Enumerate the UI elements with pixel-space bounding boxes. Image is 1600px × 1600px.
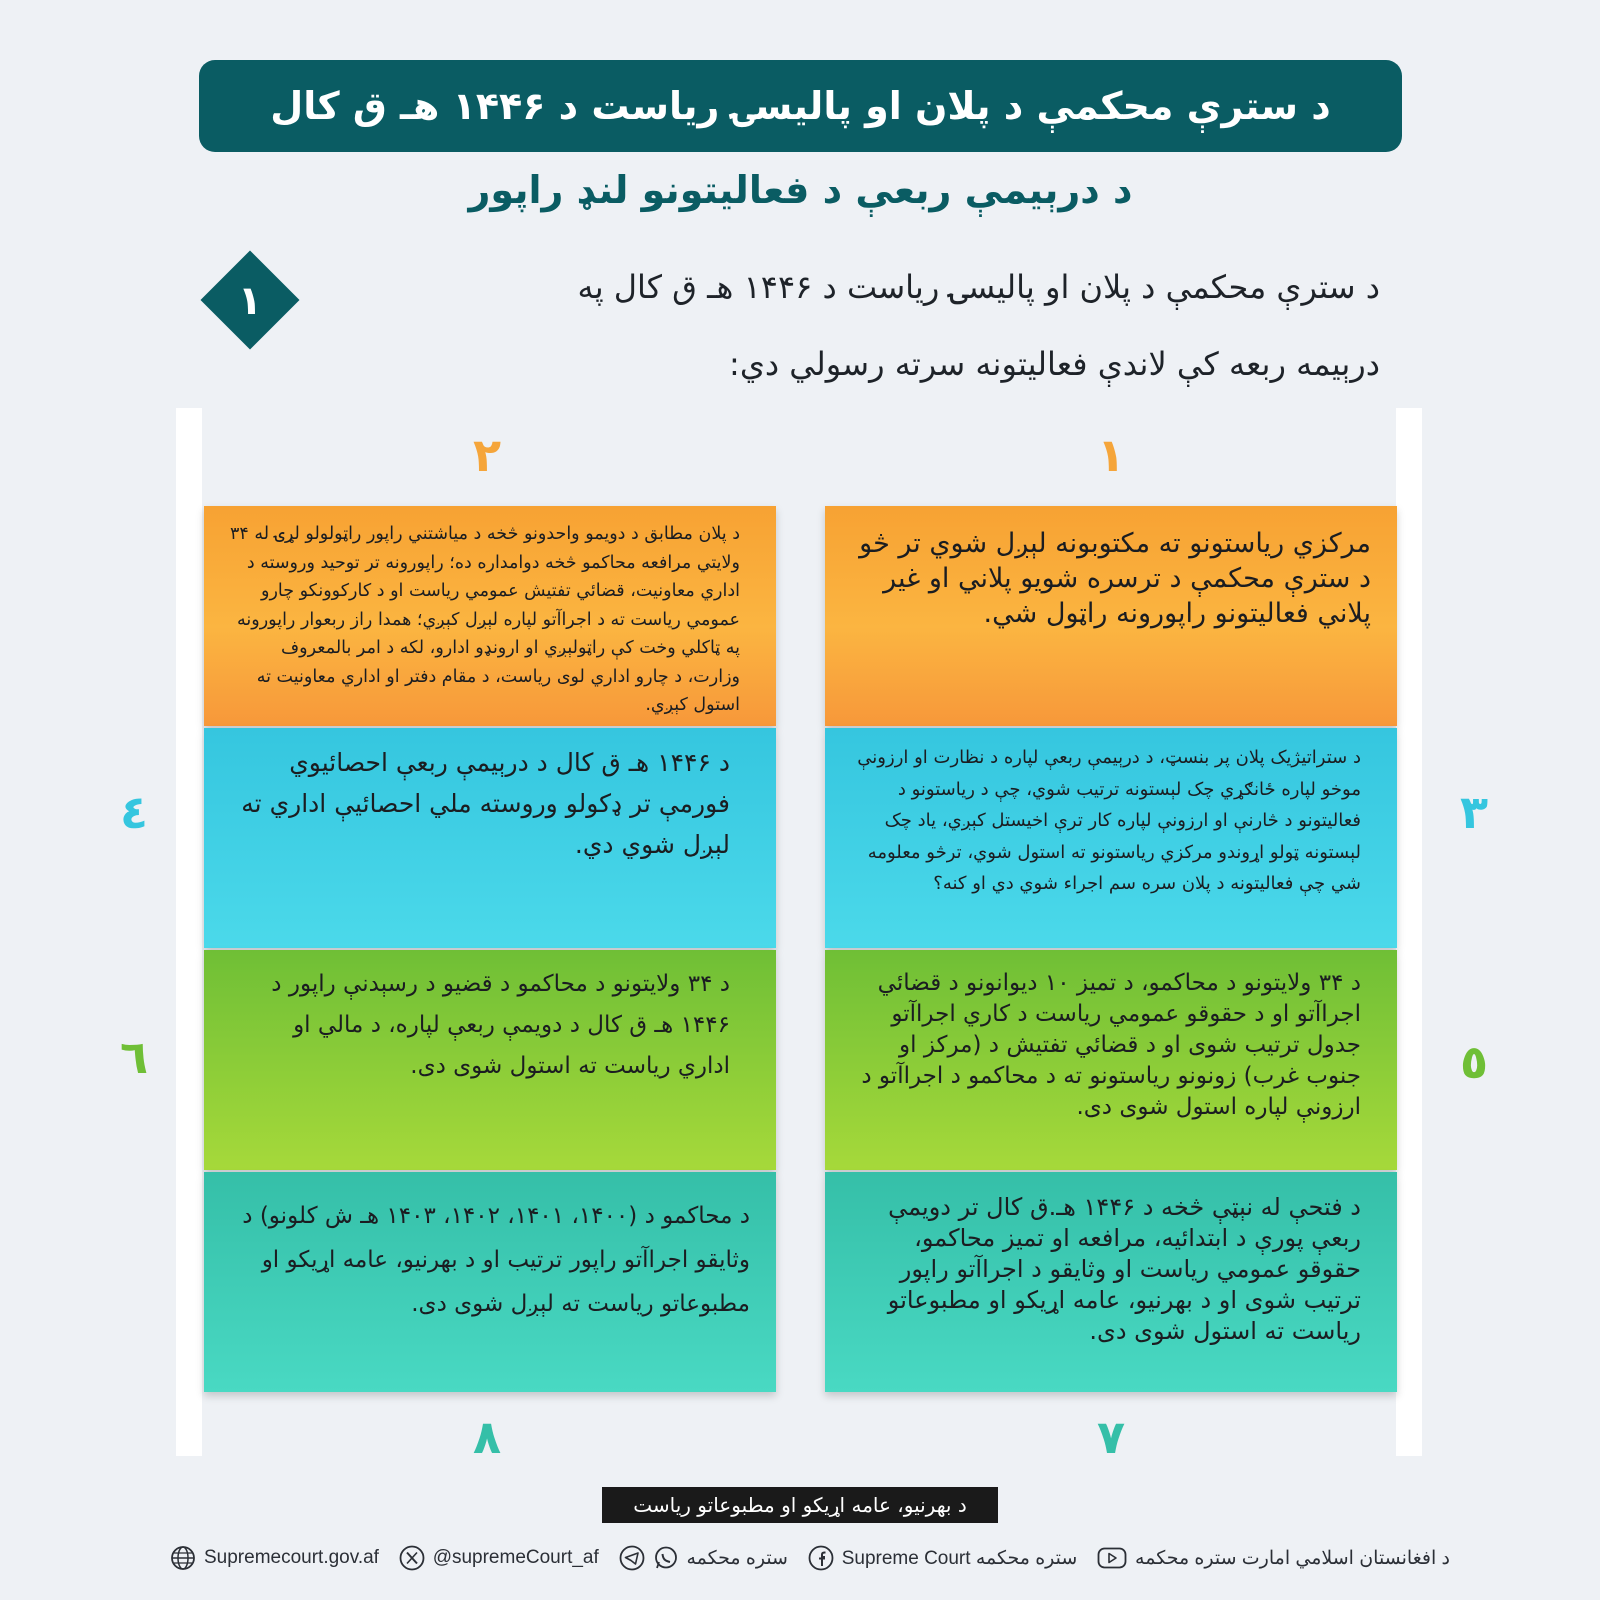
activity-card-4 [204,728,776,948]
facebook-text: Supreme Court ستره محکمه [841,1547,1078,1569]
telegram-icon [619,1545,645,1571]
page-subtitle: د درېیمې ربعې د فعالیتونو لنډ راپور [468,168,1133,212]
side-number-5: ٥ [1459,1035,1489,1089]
facebook-link[interactable] [808,1545,1078,1571]
youtube-icon [1097,1546,1127,1570]
column-number-7: ٧ [1096,1410,1126,1464]
x-icon [399,1545,425,1571]
column-number-1: ١ [1096,428,1126,482]
activity-card-5 [825,950,1397,1170]
x-handle-text: @supremeCourt_af [432,1547,599,1568]
side-number-3: ٣ [1459,785,1489,839]
activity-card-3-text: د ستراتیژیک پلان پر بنسټ، د درېیمې ربعې لپاره د نظارت او ارزونې موخو لپاره ځانګړي چک لېستونه ترتیب شوي، چې د ریاستونو د فعالیتونو د څارنې او ارزونې لپاره کار ترې اخیستل کېږي، یاد چک لېستونه ټولو اړوندو مرکزي ریاستونو ته استول شوي، ترڅو معلومه شي چې فعالیتونه د پلان سره سم اجراء شوي دي او کنه؟ [857,747,1361,894]
activity-card-6 [204,950,776,1170]
intro-line-2: درېیمه ربعه کې لاندې فعالیتونه سرته رسولي دي: [729,345,1380,383]
intro-line-1: د سترې محکمې د پلان او پالیسۍ ریاست د ۱۴۴۶ هـ ق کال په [577,268,1380,306]
left-rail [176,408,202,1456]
activity-card-8 [204,1172,776,1392]
facebook-icon [808,1545,834,1571]
page-title: د سترې محکمې د پلان او پالیسۍ ریاست د ۱۴۴۶ هـ ق کال [199,60,1402,152]
side-number-6: ٦ [119,1030,149,1084]
activity-card-5-text: د ۳۴ ولایتونو د محاکمو، د تمیز ۱۰ دیوانونو د قضائي اجراآتو او د حقوقو عمومي ریاست د کاري اجراآتو جدول ترتیب شوی او د قضائي تفتیش د (مرکز او جنوب غرب) زونونو ریاستونو ته د محاکمو د اجراآتو د ارزونې لپاره استول شوی دی. [861,970,1361,1120]
side-number-4: ٤ [119,785,149,839]
section-badge-number: ١ [237,278,263,324]
website-link[interactable] [170,1545,379,1571]
activity-card-2-text: د پلان مطابق د دویمو واحدونو څخه د میاشتني راپور راټولولو لړۍ له ۳۴ ولایتي مرافعه محاکمو څخه دوامداره ده؛ راپورونه تر توحید وروسته د اداري معاونیت، قضائي تفتیش عمومي ریاست او د کارکوونکو چارو عمومي ریاست ته د اجراآتو لپاره لېږل کېږي؛ همدا راز ربعوار راپورونه په ټاکلي وخت کې راټولېږي او ارونډو ادارو، لکه د امر بالمعروف وزارت، د چارو اداري لوی ریاست، د مقام دفتر او اداري معاونیت ته استول کېږي. [229,524,740,715]
department-label: د بهرنیو، عامه اړیکو او مطبوعاتو ریاست [602,1487,998,1523]
x-link[interactable] [399,1545,599,1571]
activity-card-3 [825,728,1397,948]
activity-card-6-text: د ۳۴ ولایتونو د محاکمو د قضیو د رسېدنې راپور د ۱۴۴۶ هـ ق کال د دویمې ربعې لپاره، د مالي او اداري ریاست ته استول شوی دی. [271,971,730,1079]
youtube-text: د افغانستان اسلامي امارت ستره محکمه [1135,1547,1450,1569]
right-rail [1396,408,1422,1456]
activity-card-4-text: د ۱۴۴۶ هـ ق کال د درېیمې ربعې احصائیوي فورمې تر ډکولو وروسته ملي احصائیې اداري ته لېږل شوي دي. [241,748,730,859]
column-number-2: ٢ [472,428,502,482]
website-text: Supremecourt.gov.af [204,1547,379,1568]
youtube-link[interactable] [1097,1546,1450,1570]
globe-icon [170,1545,196,1571]
footer-social-links [170,1538,1450,1578]
activity-card-8-text: د محاکمو د (۱۴۰۰، ۱۴۰۱، ۱۴۰۲، ۱۴۰۳ هـ ش کلونو) د وثایقو اجراآتو راپور ترتیب او د بهرنیو، عامه اړیکو او مطبوعاتو ریاست ته لېږل شوی دی. [242,1203,750,1317]
activity-card-7 [825,1172,1397,1392]
whatsapp-icon [653,1545,679,1571]
activity-card-1-text: مرکزي ریاستونو ته مکتوبونه لېږل شوي تر څو د سترې محکمې د ترسره شویو پلاني او غیر پلاني فعالیتونو راپورونه راټول شي. [859,528,1371,629]
activity-card-2 [204,506,776,726]
activity-card-7-text: د فتحې له نېټې څخه د ۱۴۴۶ هـ.ق کال تر دویمې ربعې پورې د ابتدائیه، مرافعه او تمیز محاکمو، حقوقو عمومي ریاست او وثایقو د اجراآتو راپور ترتیب شوی او د بهرنیو، عامه اړیکو او مطبوعاتو ریاست ته استول شوی دی. [887,1193,1361,1345]
messaging-text: ستره محکمه [686,1547,788,1569]
messaging-link[interactable] [619,1545,788,1571]
column-number-8: ٨ [472,1410,502,1464]
activity-card-1 [825,506,1397,726]
